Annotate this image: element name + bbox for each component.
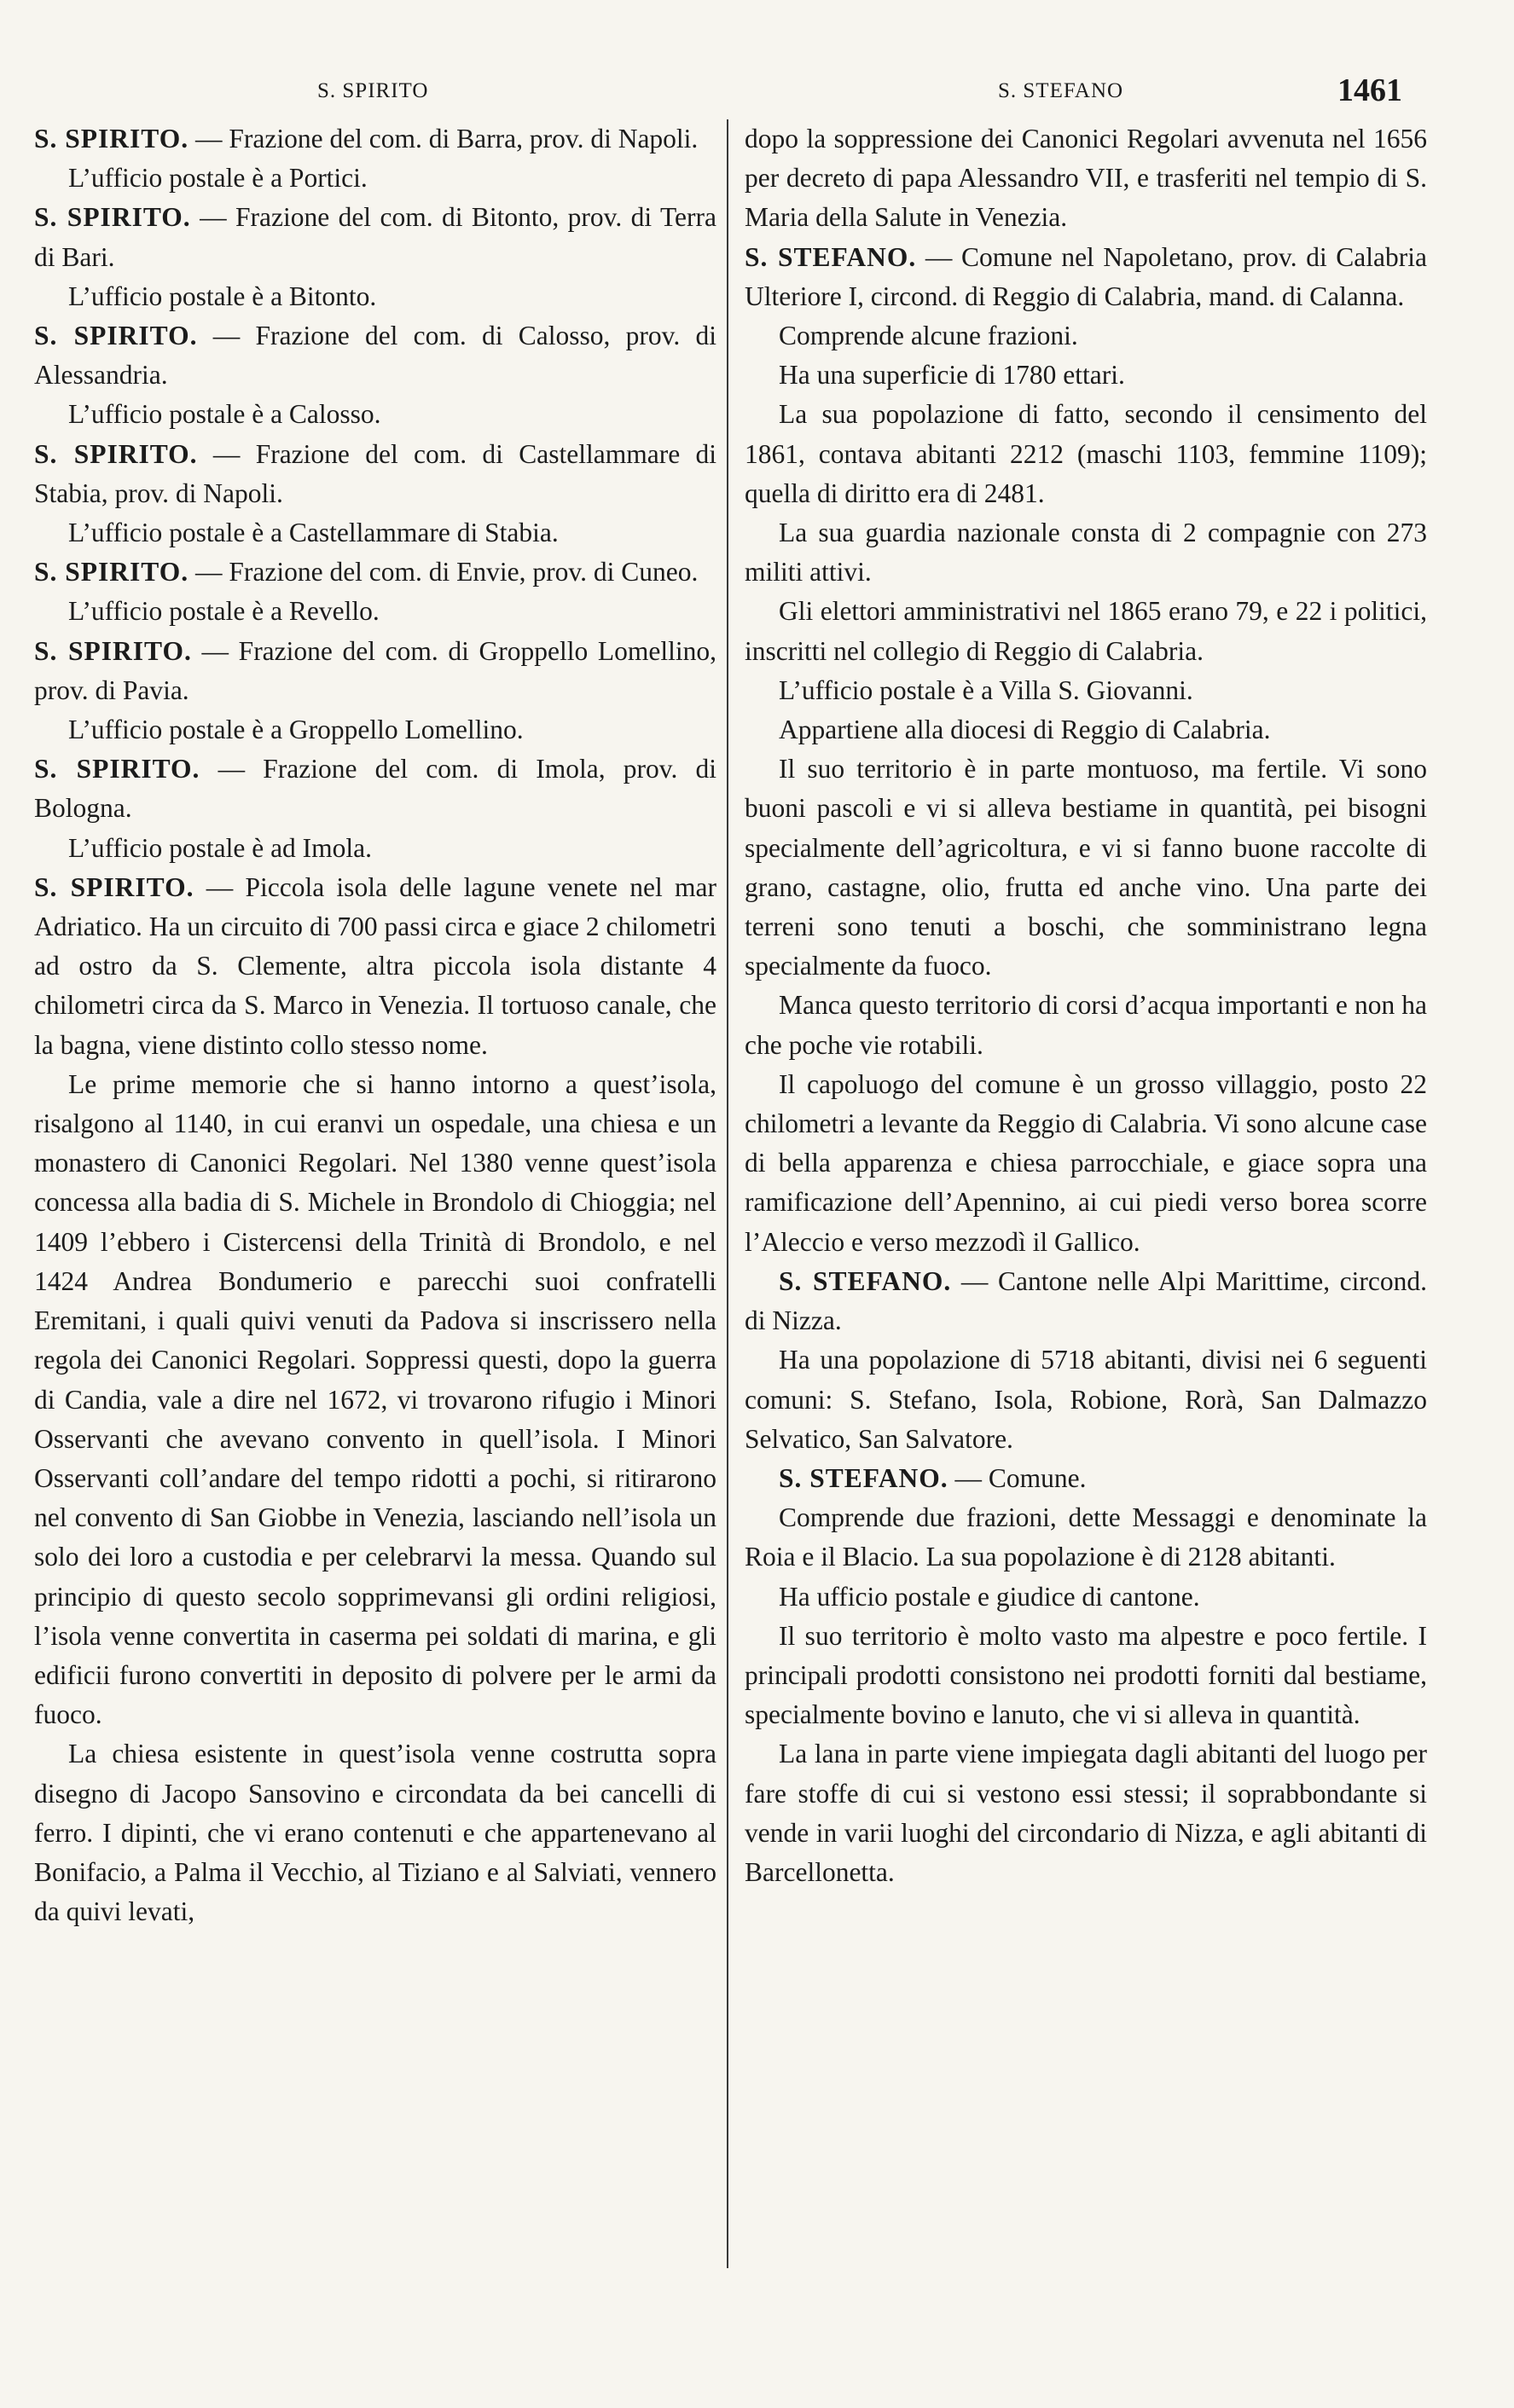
paragraph-text: La chiesa esistente in quest’isola venne costrutta sopra disegno di Jacopo Sansovino e circondata da bei cancelli di ferro. I dipinti, che vi erano contenuti e che appartenevano al Bonifacio, a Palma il Vecchio, al Tiziano e al Salviati, vennero da quivi levati,: [34, 1739, 716, 1927]
paragraph-text: Il capoluogo del comune è un grosso villaggio, posto 22 chilometri a levante da Reggio di Calabria. Vi sono alcune case di bella apparenza e chiesa parrocchiale, e giace sopra una ramificazione dell’Apennino, ai cui piedi verso borea scorre l’Aleccio e verso mezzodì il Gallico.: [745, 1068, 1427, 1257]
right-column: [745, 119, 1427, 1892]
paragraph-text: — Frazione del com. di Calosso, prov. di Alessandria.: [34, 321, 716, 391]
paragraph-text: La sua guardia nazionale consta di 2 compagnie con 273 militi attivi.: [745, 518, 1427, 588]
paragraph-text: Ha una popolazione di 5718 abitanti, divisi nei 6 seguenti comuni: S. Stefano, Isola, Robione, Rorà, San Dalmazzo Selvatico, San Salvatore.: [745, 1345, 1427, 1454]
paragraph: [34, 750, 716, 828]
paragraph-text: L’ufficio postale è a Bitonto.: [68, 281, 377, 311]
paragraph-text: Il suo territorio è molto vasto ma alpestre e poco fertile. I principali prodotti consistono nei prodotti forniti dal bestiame, specialmente bovino e lanuto, che vi si alleva in quantità.: [745, 1620, 1427, 1730]
paragraph-text: dopo la soppressione dei Canonici Regolari avvenuta nel 1656 per decreto di papa Alessandro VII, e trasferiti nel tempio di S. Maria della Salute in Venezia.: [745, 124, 1427, 233]
paragraph-text: — Piccola isola delle lagune venete nel mar Adriatico. Ha un circuito di 700 passi circa e giace 2 chilometri ad ostro da S. Clemente, altra piccola isola distante 4 chilometri circa da S. Marco in Venezia. Il tortuoso canale, che la bagna, viene distinto collo stesso nome.: [34, 871, 716, 1060]
paragraph-text: Comprende alcune frazioni.: [779, 321, 1078, 351]
paragraph: [745, 1734, 1427, 1892]
paragraph: [34, 1065, 716, 1734]
column-divider: [727, 119, 728, 2268]
paragraph-text: Appartiene alla diocesi di Reggio di Calabria.: [779, 715, 1271, 745]
entry-heading: S. STEFANO.: [779, 1462, 948, 1493]
entry-heading: S. SPIRITO.: [34, 438, 198, 469]
paragraph: [745, 316, 1427, 356]
paragraph: [745, 986, 1427, 1064]
paragraph: [745, 1577, 1427, 1617]
paragraph: [34, 159, 716, 198]
paragraph: [745, 238, 1427, 316]
paragraph: [745, 1498, 1427, 1577]
paragraph-text: L’ufficio postale è a Revello.: [68, 596, 380, 627]
page-number: 1461: [1337, 72, 1402, 108]
paragraph: [745, 1262, 1427, 1340]
paragraph-text: L’ufficio postale è a Castellammare di Stabia.: [68, 518, 559, 548]
paragraph-text: — Frazione del com. di Imola, prov. di Bologna.: [34, 754, 716, 824]
paragraph-text: L’ufficio postale è a Portici.: [68, 163, 368, 194]
entry-heading: S. SPIRITO.: [34, 871, 194, 902]
paragraph-text: L’ufficio postale è ad Imola.: [68, 832, 373, 863]
running-head-left: S. SPIRITO: [317, 79, 429, 102]
paragraph: [745, 395, 1427, 513]
entry-heading: S. SPIRITO.: [34, 202, 191, 233]
paragraph: [745, 1340, 1427, 1459]
paragraph-text: — Comune nel Napoletano, prov. di Calabria Ulteriore I, circond. di Reggio di Calabria, mand. di Calanna.: [745, 241, 1427, 311]
paragraph: [34, 710, 716, 750]
paragraph: [745, 1459, 1427, 1498]
left-column: [34, 119, 716, 1931]
paragraph: [34, 829, 716, 868]
paragraph: [745, 750, 1427, 986]
paragraph-text: — Comune.: [948, 1462, 1087, 1493]
entry-heading: S. SPIRITO.: [34, 557, 189, 588]
paragraph: [34, 198, 716, 276]
paragraph-text: Gli elettori amministrativi nel 1865 erano 79, e 22 i politici, inscritti nel collegio di Reggio di Calabria.: [745, 596, 1427, 666]
paragraph: [745, 710, 1427, 750]
paragraph: [745, 1617, 1427, 1735]
paragraph: [34, 316, 716, 395]
paragraph: [745, 513, 1427, 592]
paragraph-text: La lana in parte viene impiegata dagli abitanti del luogo per fare stoffe di cui si vestono essi stessi; il soprabbondante si vende in varii luoghi del circondario di Nizza, e agli abitanti di Barcellonetta.: [745, 1739, 1427, 1887]
paragraph: [745, 671, 1427, 710]
paragraph-text: L’ufficio postale è a Calosso.: [68, 399, 381, 430]
paragraph-text: Comprende due frazioni, dette Messaggi e denominate la Roia e il Blacio. La sua popolazione è di 2128 abitanti.: [745, 1502, 1427, 1572]
paragraph: [34, 513, 716, 553]
paragraph: [745, 356, 1427, 395]
paragraph-text: — Frazione del com. di Castellammare di Stabia, prov. di Napoli.: [34, 438, 716, 508]
paragraph: [34, 277, 716, 316]
paragraph-text: — Frazione del com. di Groppello Lomellino, prov. di Pavia.: [34, 635, 716, 705]
paragraph-text: L’ufficio postale è a Villa S. Giovanni.: [779, 674, 1193, 705]
entry-heading: S. STEFANO.: [779, 1265, 952, 1296]
paragraph: [34, 868, 716, 1065]
paragraph-text: Le prime memorie che si hanno intorno a quest’isola, risalgono al 1140, in cui eranvi un ospedale, una chiesa e un monastero di Canonici Regolari. Nel 1380 venne quest’isola concessa alla badia di S. Michele in Brondolo di Chioggia; nel 1409 l’ebbero i Cistercensi della Trinità di Brondolo, e nel 1424 Andrea Bondumerio e parecchi suoi confratelli Eremitani, i quali quivi venuti da Padova si inscrissero nella regola dei Canonici Regolari. Soppressi questi, dopo la guerra di Candia, vale a dire nel 1672, vi trovarono rifugio i Minori Osservanti che avevano convento in quell’isola. I Minori Osservanti coll’andare del tempo ridotti a pochi, si ritirarono nel convento di San Giobbe in Venezia, lasciando nell’isola un solo dei loro a custodia e per celebrarvi la messa. Quando sul principio di questo secolo sopprimevansi gli ordini religiosi, l’isola venne convertita in caserma pei soldati di marina, e gli edificii furono convertiti in deposito di polvere per le armi da fuoco.: [34, 1068, 716, 1730]
entry-heading: S. SPIRITO.: [34, 321, 198, 351]
paragraph: [34, 435, 716, 513]
paragraph-text: — Frazione del com. di Bitonto, prov. di Terra di Bari.: [34, 202, 716, 272]
paragraph: [34, 1734, 716, 1931]
paragraph-text: — Cantone nelle Alpi Marittime, circond. di Nizza.: [745, 1265, 1427, 1336]
running-head-right: S. STEFANO: [998, 79, 1124, 102]
paragraph-text: Ha una superficie di 1780 ettari.: [779, 360, 1125, 391]
paragraph: [34, 553, 716, 592]
paragraph-text: La sua popolazione di fatto, secondo il censimento del 1861, contava abitanti 2212 (maschi 1103, femmine 1109); quella di diritto era di 2481.: [745, 399, 1427, 508]
paragraph-text: — Frazione del com. di Envie, prov. di Cuneo.: [189, 557, 699, 588]
paragraph: [745, 1065, 1427, 1262]
entry-heading: S. STEFANO.: [745, 241, 917, 272]
paragraph-text: Manca questo territorio di corsi d’acqua importanti e non ha che poche vie rotabili.: [745, 990, 1427, 1060]
paragraph: [745, 592, 1427, 670]
paragraph: [34, 592, 716, 631]
entry-heading: S. SPIRITO.: [34, 635, 192, 666]
paragraph-text: — Frazione del com. di Barra, prov. di Napoli.: [189, 124, 699, 153]
paragraph-text: Ha ufficio postale e giudice di cantone.: [779, 1581, 1200, 1612]
paragraph: [745, 119, 1427, 238]
paragraph-text: Il suo territorio è in parte montuoso, ma fertile. Vi sono buoni pascoli e vi si alleva bestiame in quantità, pei bisogni specialmente dell’agricoltura, e vi si fanno buone raccolte di grano, castagne, olio, frutta ed anche vino. Una parte dei terreni sono tenuti a boschi, che somministrano legna specialmente da fuoco.: [745, 754, 1427, 981]
entry-heading: S. SPIRITO.: [34, 124, 189, 153]
paragraph: [34, 632, 716, 710]
paragraph-text: L’ufficio postale è a Groppello Lomellino.: [68, 715, 524, 745]
paragraph: [34, 119, 716, 159]
entry-heading: S. SPIRITO.: [34, 754, 200, 784]
paragraph: [34, 395, 716, 434]
